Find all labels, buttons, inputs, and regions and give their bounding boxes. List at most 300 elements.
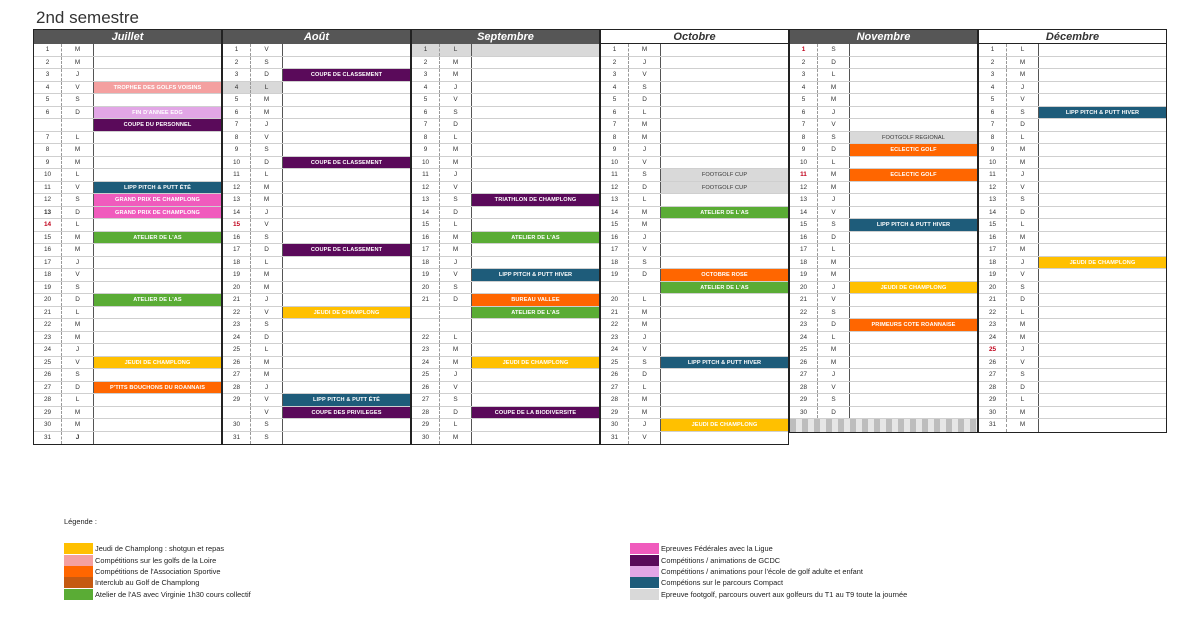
day-number: 13 xyxy=(790,194,818,206)
day-row xyxy=(790,307,977,320)
empty-cell xyxy=(850,307,977,319)
day-number: 26 xyxy=(979,357,1007,369)
day-row xyxy=(34,294,221,307)
day-number: 12 xyxy=(979,182,1007,194)
legend-swatch xyxy=(630,543,659,554)
day-letter: V xyxy=(440,382,472,394)
legend-label: Epreuves Fédérales avec la Ligue xyxy=(661,544,773,554)
day-row xyxy=(412,107,599,120)
day-row xyxy=(790,394,977,407)
day-number: 13 xyxy=(34,207,62,219)
day-letter: M xyxy=(1007,419,1039,432)
day-letter: L xyxy=(1007,44,1039,56)
day-number: 12 xyxy=(223,182,251,194)
empty-cell xyxy=(94,144,221,156)
event-cell: BUREAU VALLEE xyxy=(472,294,599,306)
day-letter: D xyxy=(251,157,283,169)
day-number: 28 xyxy=(223,382,251,394)
day-letter: S xyxy=(1007,107,1039,119)
empty-cell xyxy=(850,257,977,269)
day-number: 8 xyxy=(34,144,62,156)
day-number: 4 xyxy=(34,82,62,94)
day-number: 12 xyxy=(412,182,440,194)
day-number: 5 xyxy=(979,94,1007,106)
day-letter: L xyxy=(629,294,661,306)
day-letter: D xyxy=(629,94,661,106)
empty-cell xyxy=(661,244,788,256)
day-letter: M xyxy=(62,244,94,256)
day-row xyxy=(601,407,788,420)
day-number: 8 xyxy=(412,132,440,144)
day-row xyxy=(601,394,788,407)
day-number: 31 xyxy=(223,432,251,445)
day-row xyxy=(412,269,599,282)
day-row xyxy=(223,144,410,157)
day-number: 12 xyxy=(790,182,818,194)
day-row xyxy=(979,219,1166,232)
day-number: 20 xyxy=(979,282,1007,294)
day-number: 26 xyxy=(34,369,62,381)
legend-label: Compétions sur le parcours Compact xyxy=(661,578,783,588)
day-letter: J xyxy=(629,57,661,69)
legend-item xyxy=(64,577,251,588)
empty-cell xyxy=(283,119,410,131)
day-row xyxy=(34,307,221,320)
empty-cell xyxy=(94,132,221,144)
empty-cell xyxy=(850,82,977,94)
event-cell: JEUDI DE CHAMPLONG xyxy=(94,357,221,369)
day-letter: M xyxy=(440,144,472,156)
day-row xyxy=(34,57,221,70)
day-row xyxy=(979,319,1166,332)
day-row xyxy=(412,194,599,207)
day-number: 1 xyxy=(979,44,1007,56)
day-row xyxy=(223,232,410,245)
day-letter: D xyxy=(62,107,94,119)
day-letter: V xyxy=(629,432,661,445)
day-number: 7 xyxy=(412,119,440,131)
day-row xyxy=(790,207,977,220)
empty-cell xyxy=(94,169,221,181)
day-row xyxy=(601,294,788,307)
day-number: 21 xyxy=(223,294,251,306)
day-row xyxy=(34,419,221,432)
empty-cell xyxy=(283,207,410,219)
day-row xyxy=(790,244,977,257)
day-row xyxy=(979,294,1166,307)
empty-cell xyxy=(283,269,410,281)
legend-swatch xyxy=(64,543,93,554)
day-number: 28 xyxy=(34,394,62,406)
day-number: 13 xyxy=(979,194,1007,206)
day-number: 9 xyxy=(223,144,251,156)
day-row xyxy=(223,207,410,220)
day-letter: M xyxy=(251,107,283,119)
day-letter: D xyxy=(62,382,94,394)
day-number: 29 xyxy=(601,407,629,419)
day-row xyxy=(601,382,788,395)
month-décembre xyxy=(978,29,1167,433)
day-number: 16 xyxy=(34,244,62,256)
day-row xyxy=(601,244,788,257)
event-cell: LIPP PITCH & PUTT HIVER xyxy=(472,269,599,281)
day-row xyxy=(790,157,977,170)
day-letter: M xyxy=(629,44,661,56)
event-cell: TROPHEE DES GOLFS VOISINS xyxy=(94,82,221,94)
day-row xyxy=(412,257,599,270)
day-letter: M xyxy=(629,207,661,219)
day-letter: M xyxy=(251,269,283,281)
day-row xyxy=(223,369,410,382)
day-letter: M xyxy=(440,432,472,445)
legend-label: Interclub au Golf de Champlong xyxy=(95,578,200,588)
empty-cell xyxy=(472,44,599,56)
day-number xyxy=(34,119,62,131)
day-number: 3 xyxy=(412,69,440,81)
day-row xyxy=(979,344,1166,357)
day-row xyxy=(979,257,1166,270)
day-number: 23 xyxy=(979,319,1007,331)
day-number: 8 xyxy=(790,132,818,144)
day-row xyxy=(34,132,221,145)
day-letter: S xyxy=(251,57,283,69)
day-number: 24 xyxy=(223,332,251,344)
empty-cell xyxy=(1039,269,1166,281)
day-row xyxy=(601,82,788,95)
empty-cell xyxy=(472,132,599,144)
event-cell: COUPE DES PRIVILEGES xyxy=(283,407,410,419)
empty-cell xyxy=(1039,132,1166,144)
empty-cell xyxy=(472,94,599,106)
empty-cell xyxy=(94,244,221,256)
day-letter xyxy=(629,282,661,294)
day-row xyxy=(412,307,599,320)
empty-cell xyxy=(94,69,221,81)
day-row xyxy=(223,182,410,195)
day-number: 25 xyxy=(223,344,251,356)
day-letter: J xyxy=(62,432,94,445)
day-number: 21 xyxy=(979,294,1007,306)
day-number: 7 xyxy=(790,119,818,131)
day-row xyxy=(412,332,599,345)
day-row xyxy=(34,382,221,395)
empty-cell xyxy=(661,294,788,306)
day-letter: J xyxy=(251,207,283,219)
day-row xyxy=(412,44,599,57)
day-number: 22 xyxy=(223,307,251,319)
day-letter: S xyxy=(629,257,661,269)
event-cell: OCTOBRE ROSE xyxy=(661,269,788,281)
day-number: 13 xyxy=(223,194,251,206)
empty-cell xyxy=(283,169,410,181)
month-header: Octobre xyxy=(601,30,788,44)
day-letter: V xyxy=(629,157,661,169)
day-row xyxy=(34,232,221,245)
day-number: 4 xyxy=(790,82,818,94)
day-number: 2 xyxy=(223,57,251,69)
day-number: 5 xyxy=(412,94,440,106)
event-cell: GRAND PRIX DE CHAMPLONG xyxy=(94,194,221,206)
day-letter: M xyxy=(629,407,661,419)
legend-item xyxy=(630,589,907,600)
empty-cell xyxy=(1039,282,1166,294)
day-row xyxy=(34,269,221,282)
day-number: 9 xyxy=(34,157,62,169)
day-number: 29 xyxy=(223,394,251,406)
day-letter: V xyxy=(818,294,850,306)
day-row xyxy=(34,69,221,82)
empty-cell xyxy=(850,294,977,306)
day-row xyxy=(223,219,410,232)
empty-cell xyxy=(472,157,599,169)
day-letter: M xyxy=(62,419,94,431)
empty-cell xyxy=(850,207,977,219)
day-letter: L xyxy=(1007,219,1039,231)
day-number: 17 xyxy=(790,244,818,256)
day-letter: S xyxy=(251,319,283,331)
day-letter: S xyxy=(1007,194,1039,206)
day-letter: M xyxy=(629,119,661,131)
day-number: 16 xyxy=(223,232,251,244)
day-number: 12 xyxy=(34,194,62,206)
day-number: 26 xyxy=(412,382,440,394)
event-cell: FOOTGOLF CUP xyxy=(661,169,788,181)
day-row xyxy=(601,94,788,107)
day-row xyxy=(34,257,221,270)
day-row xyxy=(790,182,977,195)
event-cell: LIPP PITCH & PUTT HIVER xyxy=(661,357,788,369)
legend-item xyxy=(630,577,907,588)
day-number: 6 xyxy=(223,107,251,119)
day-row xyxy=(601,419,788,432)
day-letter: M xyxy=(1007,407,1039,419)
day-row xyxy=(223,307,410,320)
day-number: 25 xyxy=(34,357,62,369)
day-number: 4 xyxy=(601,82,629,94)
day-number: 12 xyxy=(601,182,629,194)
day-number: 7 xyxy=(223,119,251,131)
event-cell: LIPP PITCH & PUTT HIVER xyxy=(850,219,977,231)
event-cell: ATELIER DE L'AS xyxy=(94,232,221,244)
day-number: 24 xyxy=(34,344,62,356)
day-row xyxy=(979,144,1166,157)
legend-item xyxy=(630,566,907,577)
day-number: 2 xyxy=(979,57,1007,69)
empty-cell xyxy=(1039,69,1166,81)
day-letter: L xyxy=(62,169,94,181)
empty-cell xyxy=(1039,232,1166,244)
empty-cell xyxy=(850,244,977,256)
day-row xyxy=(34,244,221,257)
day-number: 3 xyxy=(790,69,818,81)
empty-cell xyxy=(1039,244,1166,256)
day-row xyxy=(601,269,788,282)
legend-label: Compétitions sur les golfs de la Loire xyxy=(95,555,217,565)
empty-cell xyxy=(661,94,788,106)
event-cell: LIPP PITCH & PUTT HIVER xyxy=(1039,107,1166,119)
day-number: 19 xyxy=(34,282,62,294)
day-number: 3 xyxy=(979,69,1007,81)
day-number: 21 xyxy=(34,307,62,319)
legend-swatch xyxy=(630,577,659,588)
empty-cell xyxy=(283,332,410,344)
event-cell: ATELIER DE L'AS xyxy=(661,207,788,219)
day-row xyxy=(601,194,788,207)
empty-cell xyxy=(661,307,788,319)
day-letter: V xyxy=(1007,269,1039,281)
day-number: 4 xyxy=(223,82,251,94)
empty-cell xyxy=(94,257,221,269)
empty-cell xyxy=(1039,182,1166,194)
empty-cell xyxy=(94,94,221,106)
empty-cell xyxy=(94,219,221,231)
day-letter: M xyxy=(62,332,94,344)
day-number: 26 xyxy=(223,357,251,369)
day-letter: J xyxy=(1007,257,1039,269)
empty-cell xyxy=(283,369,410,381)
empty-cell xyxy=(472,382,599,394)
day-number: 28 xyxy=(979,382,1007,394)
day-number: 9 xyxy=(601,144,629,156)
day-letter: M xyxy=(1007,319,1039,331)
day-row xyxy=(223,344,410,357)
legend-label: Compétitions / animations pour l'école de golf adulte et enfant xyxy=(661,566,863,576)
day-number: 24 xyxy=(790,332,818,344)
legend-swatch xyxy=(630,566,659,577)
day-number: 27 xyxy=(223,369,251,381)
day-row xyxy=(979,107,1166,120)
day-letter: D xyxy=(629,269,661,281)
day-letter: V xyxy=(251,132,283,144)
day-number: 6 xyxy=(790,107,818,119)
day-letter: L xyxy=(251,82,283,94)
event-cell: ATELIER DE L'AS xyxy=(661,282,788,294)
empty-cell xyxy=(472,344,599,356)
day-letter: J xyxy=(629,419,661,431)
day-number: 11 xyxy=(979,169,1007,181)
day-row xyxy=(601,207,788,220)
day-row xyxy=(412,169,599,182)
event-cell: JEUDI DE CHAMPLONG xyxy=(472,357,599,369)
day-row xyxy=(601,144,788,157)
empty-cell xyxy=(850,94,977,106)
empty-cell xyxy=(283,319,410,331)
day-letter: S xyxy=(62,282,94,294)
event-cell: JEUDI DE CHAMPLONG xyxy=(850,282,977,294)
day-letter: M xyxy=(62,57,94,69)
empty-cell xyxy=(94,369,221,381)
empty-cell xyxy=(850,394,977,406)
legend-label: Atelier de l'AS avec Virginie 1h30 cours collectif xyxy=(95,589,251,599)
day-letter: L xyxy=(818,69,850,81)
day-letter: M xyxy=(818,269,850,281)
day-number: 5 xyxy=(34,94,62,106)
day-row xyxy=(412,357,599,370)
day-letter: S xyxy=(818,44,850,56)
empty-cell xyxy=(94,419,221,431)
day-row xyxy=(601,157,788,170)
day-row xyxy=(412,294,599,307)
day-letter: M xyxy=(62,232,94,244)
day-number: 6 xyxy=(34,107,62,119)
empty-cell xyxy=(94,332,221,344)
day-letter: J xyxy=(440,369,472,381)
empty-cell xyxy=(94,394,221,406)
day-row xyxy=(223,282,410,295)
day-letter: M xyxy=(251,94,283,106)
day-letter: S xyxy=(251,144,283,156)
day-letter: J xyxy=(629,144,661,156)
day-number: 7 xyxy=(601,119,629,131)
empty-cell xyxy=(283,132,410,144)
day-row xyxy=(979,419,1166,432)
empty-cell xyxy=(661,107,788,119)
day-number: 16 xyxy=(601,232,629,244)
day-row xyxy=(790,232,977,245)
day-number: 19 xyxy=(790,269,818,281)
empty-cell xyxy=(283,419,410,431)
day-number: 10 xyxy=(601,157,629,169)
day-number: 19 xyxy=(601,269,629,281)
empty-cell xyxy=(283,344,410,356)
day-number: 2 xyxy=(34,57,62,69)
day-number: 1 xyxy=(34,44,62,56)
day-row xyxy=(223,69,410,82)
day-letter: L xyxy=(62,132,94,144)
day-letter: L xyxy=(251,169,283,181)
day-number: 10 xyxy=(979,157,1007,169)
day-number: 25 xyxy=(790,344,818,356)
day-row xyxy=(601,257,788,270)
day-number: 30 xyxy=(223,419,251,431)
empty-cell xyxy=(1039,82,1166,94)
day-number: 9 xyxy=(412,144,440,156)
empty-cell xyxy=(661,144,788,156)
day-row xyxy=(223,257,410,270)
empty-cell xyxy=(850,69,977,81)
day-letter: L xyxy=(251,344,283,356)
day-letter: L xyxy=(818,157,850,169)
legend-title: Légende : xyxy=(64,517,97,526)
empty-cell xyxy=(661,257,788,269)
day-letter: S xyxy=(440,394,472,406)
empty-cell xyxy=(661,344,788,356)
empty-cell xyxy=(94,432,221,445)
empty-cell xyxy=(472,107,599,119)
month-novembre xyxy=(789,29,978,433)
day-letter: V xyxy=(629,244,661,256)
day-number: 7 xyxy=(34,132,62,144)
day-number: 13 xyxy=(601,194,629,206)
day-letter: S xyxy=(629,169,661,181)
day-number: 21 xyxy=(412,294,440,306)
day-row xyxy=(979,307,1166,320)
empty-cell xyxy=(661,57,788,69)
event-cell: P'TITS BOUCHONS DU ROANNAIS xyxy=(94,382,221,394)
day-row xyxy=(601,319,788,332)
day-letter: D xyxy=(62,207,94,219)
day-letter: J xyxy=(818,369,850,381)
day-row xyxy=(34,119,221,132)
day-row xyxy=(979,82,1166,95)
day-row xyxy=(34,107,221,120)
empty-cell xyxy=(1039,219,1166,231)
day-letter: M xyxy=(62,407,94,419)
empty-cell xyxy=(472,257,599,269)
day-letter: M xyxy=(1007,144,1039,156)
empty-cell xyxy=(850,419,977,432)
day-letter: V xyxy=(1007,357,1039,369)
